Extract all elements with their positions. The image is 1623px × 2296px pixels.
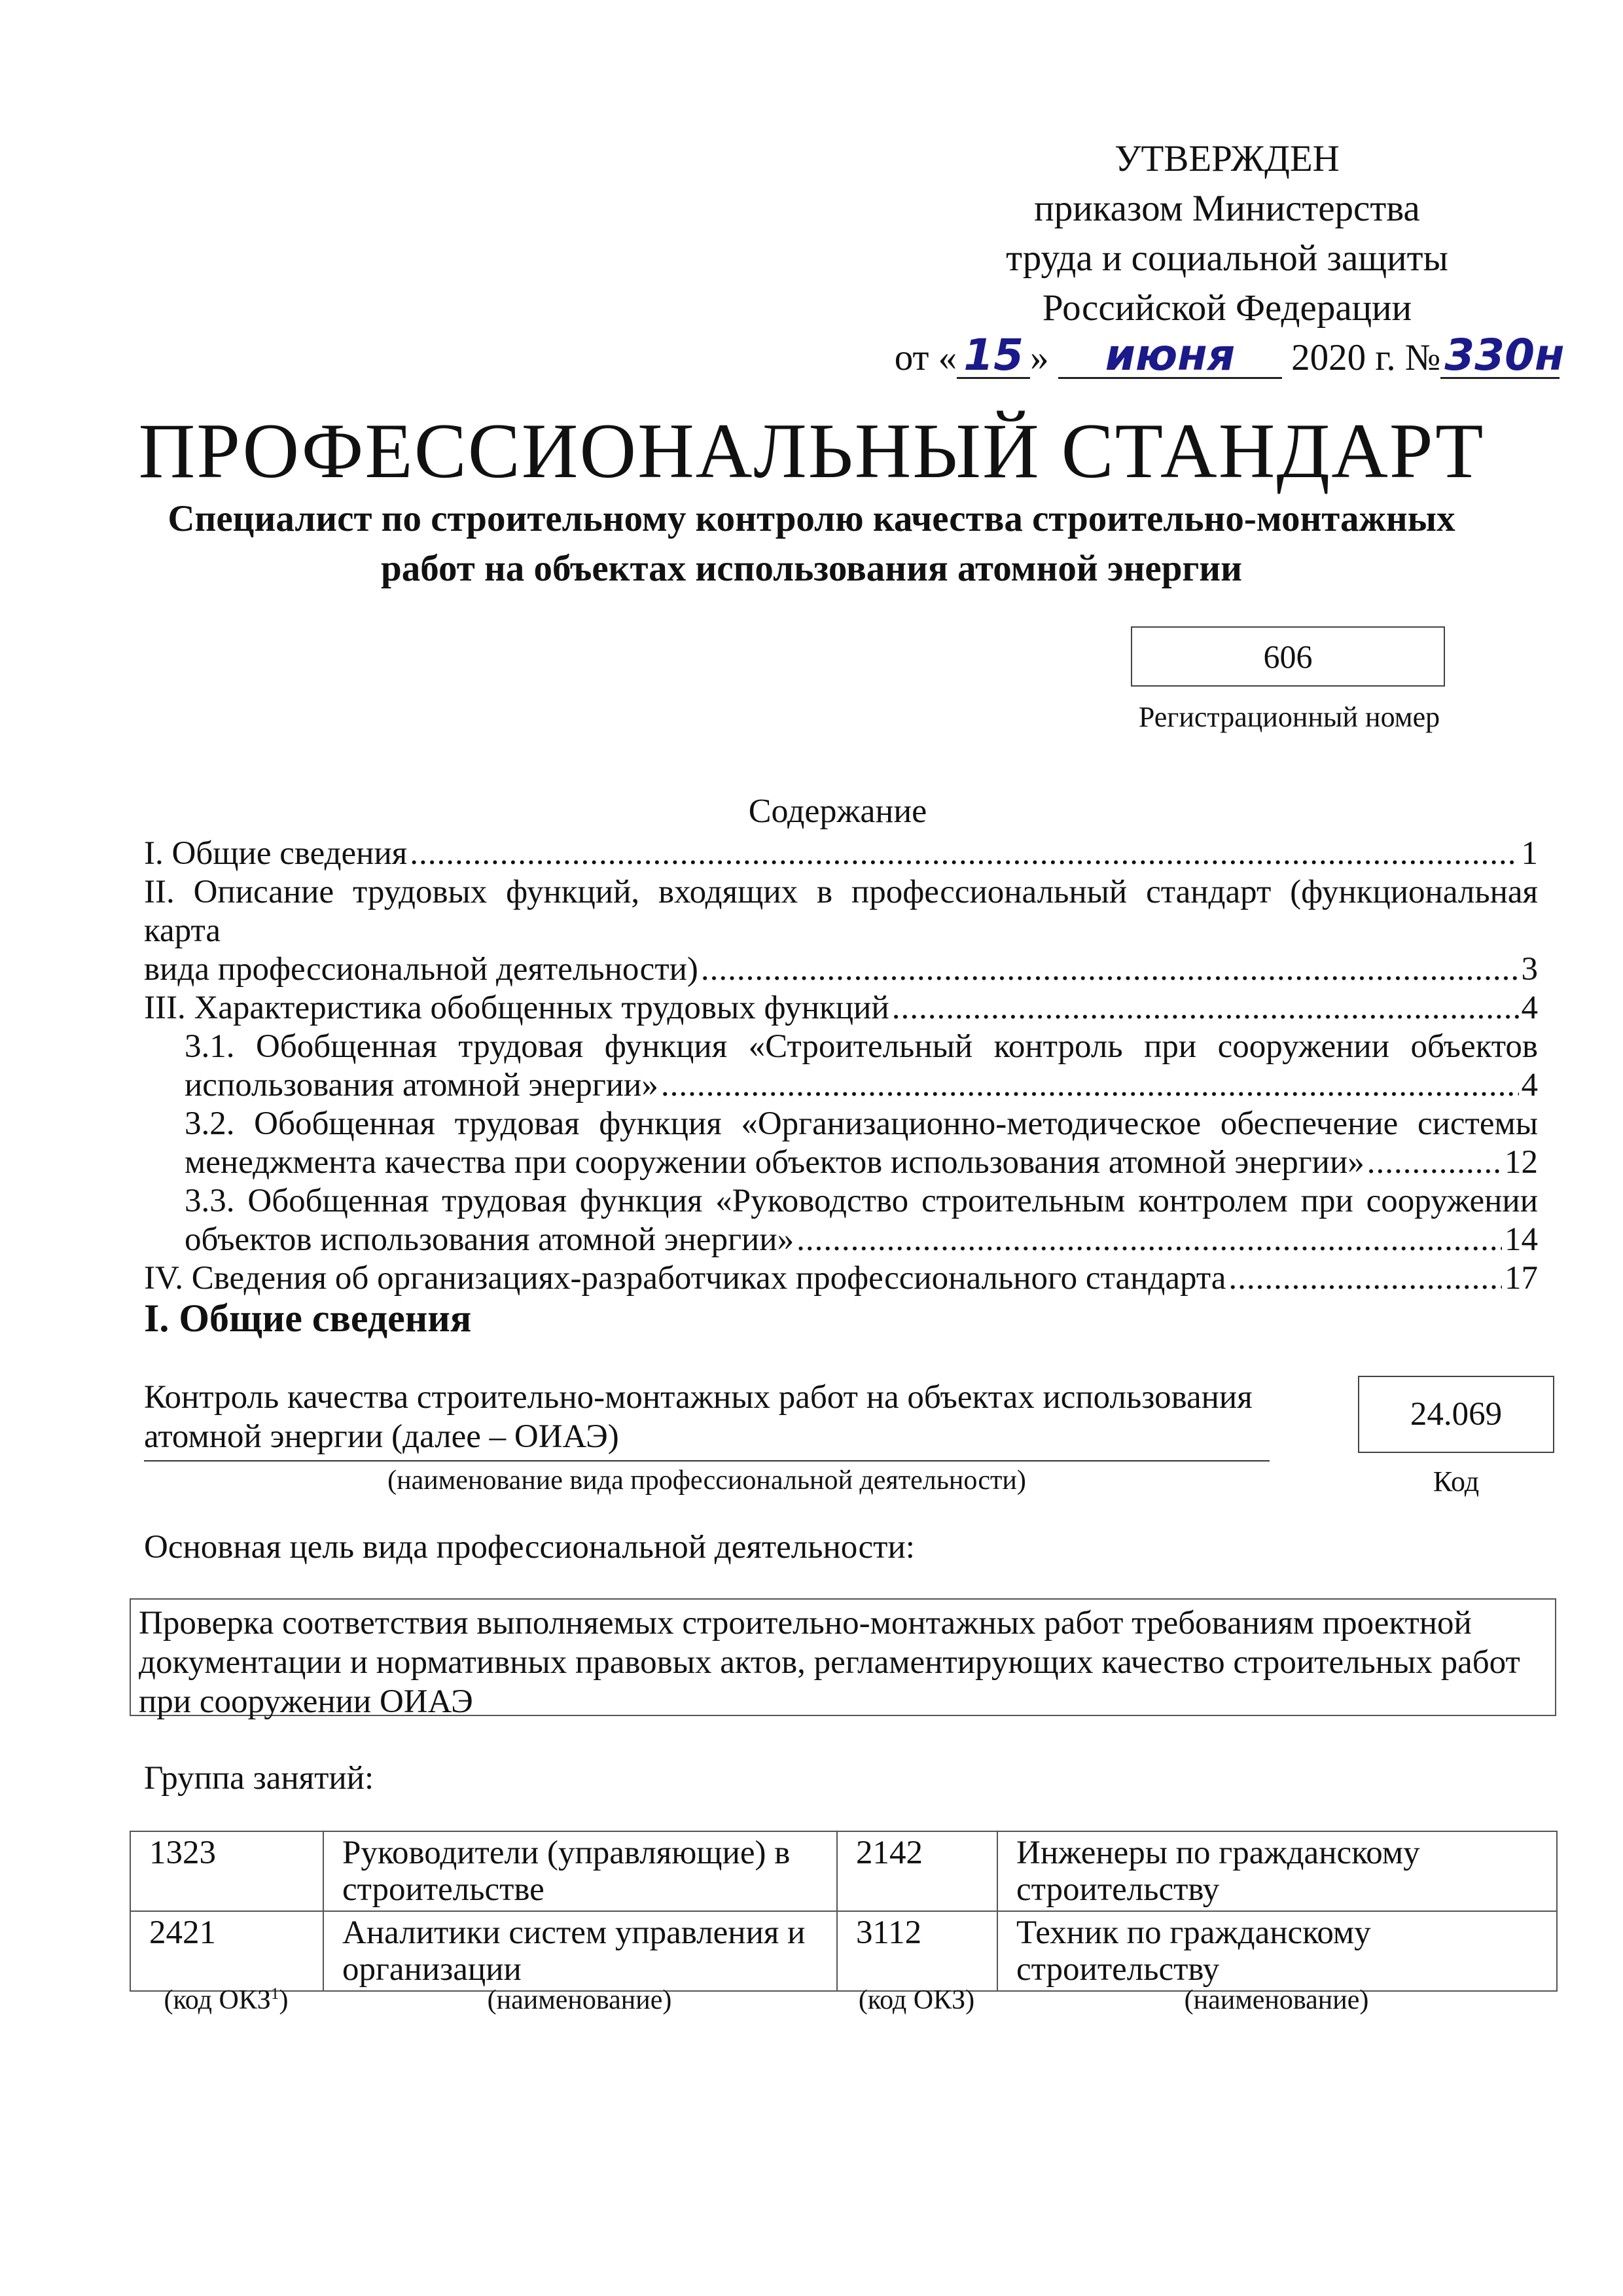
toc-entry[interactable] (144, 1259, 1538, 1298)
handwritten-month: июня (1058, 334, 1282, 379)
toc-entry-text: 3.2. Обобщенная трудовая функция «Организационно-методическое обеспечение системы (185, 1105, 1538, 1142)
registration-number-label: Регистрационный номер (1138, 701, 1440, 733)
document-title: ПРОФЕССИОНАЛЬНЫЙ СТАНДАРТ (138, 407, 1485, 494)
toc-leader-dots (701, 950, 1519, 989)
handwritten-day: 15 (957, 334, 1030, 379)
goal-line-3: при сооружении ОИАЭ (139, 1683, 473, 1720)
goal-label: Основная цель вида профессиональной деятельности: (144, 1529, 915, 1566)
toc-entry-text: 3.1. Обобщенная трудовая функция «Строительный контроль при сооружении объектов (185, 1028, 1538, 1065)
occupation-group-label: Группа занятий: (144, 1760, 374, 1797)
toc-entry-text: менеджмента качества при сооружении объектов использования атомной энергии» (185, 1144, 1364, 1181)
toc-entry-text: II. Описание трудовых функций, входящих в профессиональный стандарт (функциональная карта (144, 874, 1538, 949)
code-caption: Код (1433, 1465, 1480, 1498)
okz-code-cell: 2142 (837, 1831, 997, 1911)
toc-entry[interactable] (185, 1105, 1538, 1182)
toc-page-number: 14 (1505, 1221, 1538, 1258)
occupation-name-caption: (наименование) (487, 1985, 672, 2015)
okz-code-cell: 1323 (130, 1831, 323, 1911)
toc-entry[interactable] (144, 873, 1538, 989)
activity-name-line-1: Контроль качества строительно-монтажных работ на объектах использования (144, 1379, 1253, 1416)
date-year: 2020 г. № (1281, 337, 1441, 378)
toc-leader-dots (796, 1221, 1502, 1259)
footnote-marker: 1 (270, 1985, 279, 2003)
okz-code-caption (130, 1984, 323, 2016)
okz-code-caption-text: (код ОКЗ (164, 1985, 271, 2015)
activity-name-caption: (наименование вида профессиональной деятельности) (387, 1465, 1026, 1496)
section-heading: I. Общие сведения (144, 1297, 472, 1340)
goal-box (130, 1598, 1556, 1720)
toc-entry-text: III. Характеристика обобщенных трудовых функций (144, 990, 889, 1026)
subtitle-line-2: работ на объектах использования атомной энергии (381, 548, 1242, 589)
approval-line-2: приказом Министерства (1034, 188, 1420, 229)
activity-code: 24.069 (1410, 1396, 1503, 1433)
table-row (130, 1831, 1557, 1911)
approval-line-3: труда и социальной защиты (1006, 238, 1448, 279)
toc-entry-text: I. Общие сведения (144, 835, 408, 872)
toc-leader-dots (661, 1066, 1519, 1105)
toc-heading: Содержание (748, 793, 927, 830)
approval-date-line (851, 330, 1603, 383)
approval-line-4: Российской Федерации (1042, 287, 1412, 329)
toc-leader-dots (1367, 1143, 1502, 1182)
date-mid: » (1030, 337, 1049, 378)
okz-code-cell: 3112 (837, 1911, 997, 1991)
toc-entry[interactable] (144, 834, 1538, 873)
table-of-contents (144, 834, 1538, 1298)
goal-line-1: Проверка соответствия выполняемых строительно-монтажных работ требованиям проектной (139, 1605, 1472, 1641)
toc-entry[interactable] (144, 989, 1538, 1028)
activity-name (144, 1378, 1270, 1462)
date-prefix: от « (894, 337, 957, 378)
toc-entry-text: использования атомной энергии» (185, 1067, 658, 1103)
occupation-name-cell: Руководители (управляющие) в строительстве (323, 1831, 837, 1911)
occupation-name-cell: Техник по гражданскому строительству (997, 1911, 1557, 1991)
toc-entry[interactable] (185, 1182, 1538, 1259)
occupation-name-cell: Аналитики систем управления и организации (323, 1911, 837, 1991)
approval-block (851, 134, 1603, 383)
goal-line-2: документации и нормативных правовых актов, регламентирующих качество строительных работ (139, 1644, 1520, 1681)
toc-page-number: 12 (1505, 1144, 1538, 1181)
occupation-group-table (130, 1831, 1558, 1992)
activity-name-line-2: атомной энергии (далее – ОИАЭ) (144, 1418, 619, 1455)
activity-code-box (1358, 1376, 1554, 1453)
toc-page-number: 17 (1505, 1260, 1538, 1297)
toc-leader-dots (410, 834, 1518, 873)
toc-leader-dots (892, 989, 1519, 1028)
toc-page-number: 4 (1521, 1067, 1538, 1103)
approval-title: УТВЕРЖДЕН (1115, 138, 1340, 179)
subtitle-line-1: Специалист по строительному контролю качества строительно-монтажных (168, 498, 1455, 539)
toc-entry-text: 3.3. Обобщенная трудовая функция «Руководство строительным контролем при сооружении (185, 1183, 1538, 1219)
document-subtitle (144, 494, 1479, 594)
toc-page-number: 3 (1521, 951, 1538, 988)
occupation-name-caption: (наименование) (1184, 1985, 1369, 2015)
occupation-name-cell: Инженеры по гражданскому строительству (997, 1831, 1557, 1911)
toc-leader-dots (1228, 1259, 1502, 1298)
okz-code-caption-end: ) (279, 1985, 289, 2015)
registration-number: 606 (1263, 638, 1313, 675)
handwritten-order-number: 330н (1440, 334, 1560, 379)
toc-entry-text: объектов использования атомной энергии» (185, 1221, 794, 1258)
table-row (130, 1911, 1557, 1991)
okz-code-caption: (код ОКЗ) (858, 1985, 975, 2015)
toc-page-number: 4 (1521, 990, 1538, 1026)
toc-entry-text: IV. Сведения об организациях-разработчиках профессионального стандарта (144, 1260, 1226, 1297)
toc-entry-text: вида профессиональной деятельности) (144, 951, 698, 988)
okz-code-cell: 2421 (130, 1911, 323, 1991)
registration-number-box (1131, 626, 1445, 687)
toc-page-number: 1 (1521, 835, 1538, 872)
toc-entry[interactable] (185, 1028, 1538, 1105)
